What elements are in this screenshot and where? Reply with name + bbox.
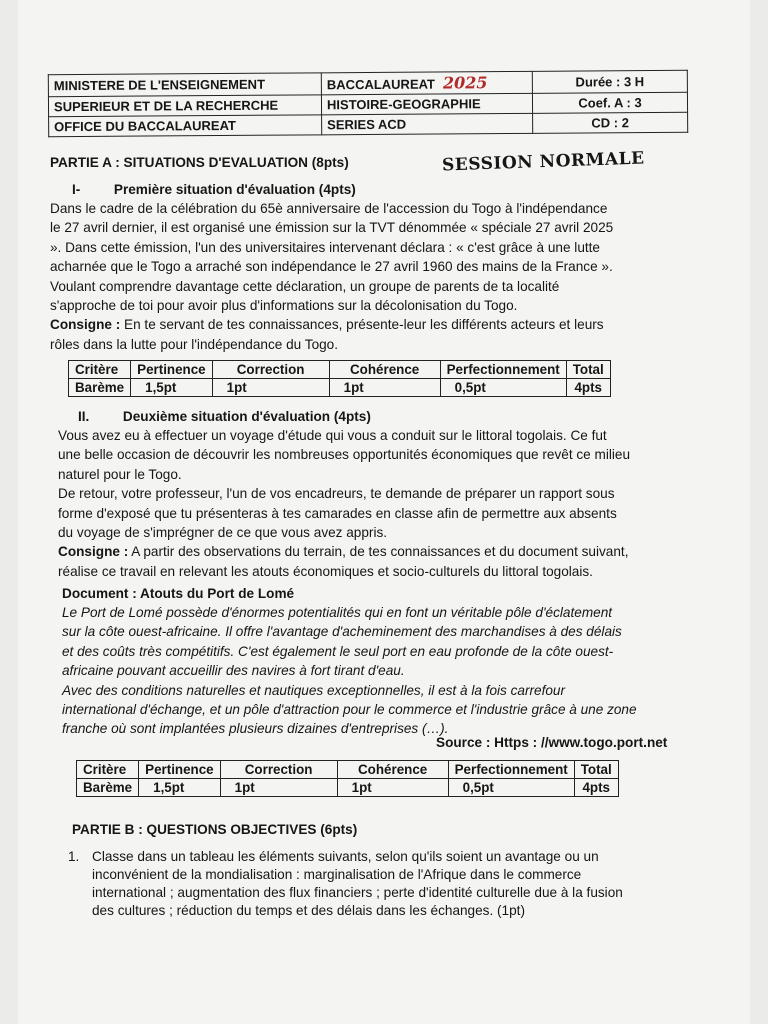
situation-1-heading: [72, 180, 356, 199]
grid-header: Perfectionnement: [448, 761, 574, 779]
grid-cell: 1pt: [337, 779, 448, 797]
text-line: africaine pouvant accueillir des navires à fort tirant d'eau.: [62, 663, 405, 679]
exam-header-table: [48, 70, 688, 137]
series: SERIES ACD: [322, 113, 533, 134]
text-line: réalise ce travail en relevant les atouts économiques et socio-culturels du littoral togolais.: [58, 563, 593, 579]
situation-2-heading: [78, 407, 371, 426]
grid-header: Perfectionnement: [440, 361, 566, 379]
document-source: Source : Https : //www.togo.port.net: [436, 735, 668, 750]
grid-header: Cohérence: [329, 361, 440, 379]
question-number: 1.: [68, 849, 80, 864]
consigne-label: Consigne :: [58, 544, 129, 560]
grading-table-2: [76, 760, 619, 797]
grid-cell: Barème: [69, 379, 131, 397]
grid-cell: 0,5pt: [448, 779, 574, 797]
ministry-line-2: SUPERIEUR ET DE LA RECHERCHE: [48, 95, 321, 117]
grid-header: Total: [566, 361, 610, 379]
exam-title-cell: [321, 71, 532, 94]
text-line: inconvénient de la mondialisation : marginalisation de l'Afrique dans le commerce: [92, 867, 582, 882]
grid-header: Pertinence: [131, 361, 212, 379]
text-line: naturel pour le Togo.: [58, 466, 182, 482]
text-line: et des coûts très compétitifs. C'est également le seul port en eau profonde de la côte ouest-: [62, 643, 614, 659]
text-line: Le Port de Lomé possède d'énormes potentialités qui en font un véritable pôle d'éclatement: [62, 605, 613, 620]
text-line: forme d'exposé que tu présenteras à tes camarades en classe afin de permettre aux absents: [58, 505, 617, 521]
text-line: acharnée que le Togo a arraché son indépendance le 27 avril 1960 des mains de la France ».: [50, 259, 613, 275]
situation-2-number: II.: [78, 409, 90, 424]
text-line: Classe dans un tableau les éléments suivants, selon qu'ils soient un avantage ou un: [92, 849, 599, 864]
grid-header: Critère: [69, 361, 131, 379]
text-line: du voyage de s'imprégner de ce que vous avez appris.: [58, 525, 388, 541]
office-name: OFFICE DU BACCALAUREAT: [49, 115, 322, 137]
coef-a: Coef. A : 3: [532, 92, 687, 113]
consigne: [58, 542, 738, 561]
grid-header: Cohérence: [337, 761, 448, 779]
grid-cell: Barème: [77, 779, 139, 797]
text-line: des cultures ; réduction du temps et des délais dans les échanges. (1pt): [92, 903, 525, 918]
grid-header: Total: [574, 761, 618, 779]
grid-cell: 1pt: [212, 379, 329, 397]
session-stamp: SESSION NORMALE: [441, 148, 645, 176]
document-text: [62, 603, 734, 739]
text-line: sur la côte ouest-africaine. Il offre l'avantage d'acheminement des marchandises à des délais: [62, 624, 622, 640]
consigne-text: A partir des observations du terrain, de tes connaissances et du document suivant,: [131, 544, 629, 560]
exam-title: BACCALAUREAT: [326, 76, 436, 93]
text-line: De retour, votre professeur, l'un de vos encadreurs, te demande de préparer un rapport sous: [58, 486, 615, 502]
text-line: ». Dans cette émission, l'un des universitaires intervenant déclara : « c'est grâce à une lutte: [50, 239, 600, 255]
ministry-line-1: MINISTERE DE L'ENSEIGNEMENT: [48, 73, 321, 97]
grid-cell: 1pt: [220, 779, 337, 797]
text-line: rôles dans la lutte pour l'indépendance du Togo.: [50, 336, 339, 352]
handwritten-year: 2025: [442, 73, 488, 93]
grid-header: Correction: [220, 761, 337, 779]
grid-cell: 1,5pt: [139, 779, 220, 797]
consigne: [50, 315, 730, 334]
question-1: [68, 848, 718, 920]
consigne-text: En te servant de tes connaissances, présente-leur les différents acteurs et leurs: [124, 317, 604, 333]
text-line: Vous avez eu à effectuer un voyage d'étude qui vous a conduit sur le littoral togolais. Ce fut: [58, 428, 607, 443]
text-line: s'approche de toi pour avoir plus d'informations sur la décolonisation du Togo.: [50, 298, 518, 314]
coef-cd: CD : 2: [533, 112, 688, 133]
grid-cell: 4pts: [574, 779, 618, 797]
grading-table-1: [68, 360, 611, 397]
grid-header: Pertinence: [139, 761, 220, 779]
text-line: international d'échange, et un pôle d'attraction pour le commerce et l'industrie grâce à une zone: [62, 702, 637, 718]
grid-cell: 1,5pt: [131, 379, 212, 397]
text-line: franche où sont implantées plusieurs dizaines d'entreprises (…).: [62, 721, 449, 737]
grid-cell: 0,5pt: [440, 379, 566, 397]
partie-a-title: PARTIE A : SITUATIONS D'EVALUATION (8pts): [50, 155, 349, 170]
situation-2-text: [58, 426, 738, 581]
grid-cell: 1pt: [329, 379, 440, 397]
partie-b-title: PARTIE B : QUESTIONS OBJECTIVES (6pts): [72, 822, 358, 837]
grid-header: Critère: [77, 761, 139, 779]
text-line: Dans le cadre de la célébration du 65è anniversaire de l'accession du Togo à l'indépendance: [50, 201, 608, 216]
grid-cell: 4pts: [566, 379, 610, 397]
text-line: une belle occasion de découvrir les nombreuses opportunités économiques que revêt ce milieu: [58, 447, 631, 463]
duration: Durée : 3 H: [532, 70, 687, 93]
situation-1-number: I-: [72, 182, 81, 197]
consigne-label: Consigne :: [50, 317, 121, 333]
text-line: le 27 avril dernier, il est organisé une émission sur la TVT dénommée « spéciale 27 avril 2025: [50, 220, 614, 236]
question-1-text: [92, 848, 718, 920]
text-line: international ; augmentation des flux financiers ; perte d'identité culturelle due à la fusion: [92, 885, 623, 900]
text-line: Voulant comprendre davantage cette déclaration, un groupe de parents de ta localité: [50, 278, 560, 294]
text-line: Avec des conditions naturelles et nautiques exceptionnelles, il est à la fois carrefour: [62, 682, 566, 698]
situation-1-title: Première situation d'évaluation (4pts): [113, 182, 356, 197]
situation-1-text: [50, 199, 730, 354]
grid-header: Correction: [212, 361, 329, 379]
situation-2-title: Deuxième situation d'évaluation (4pts): [122, 409, 371, 424]
subject: HISTOIRE-GEOGRAPHIE: [321, 93, 532, 114]
document-title: Document : Atouts du Port de Lomé: [62, 586, 295, 601]
